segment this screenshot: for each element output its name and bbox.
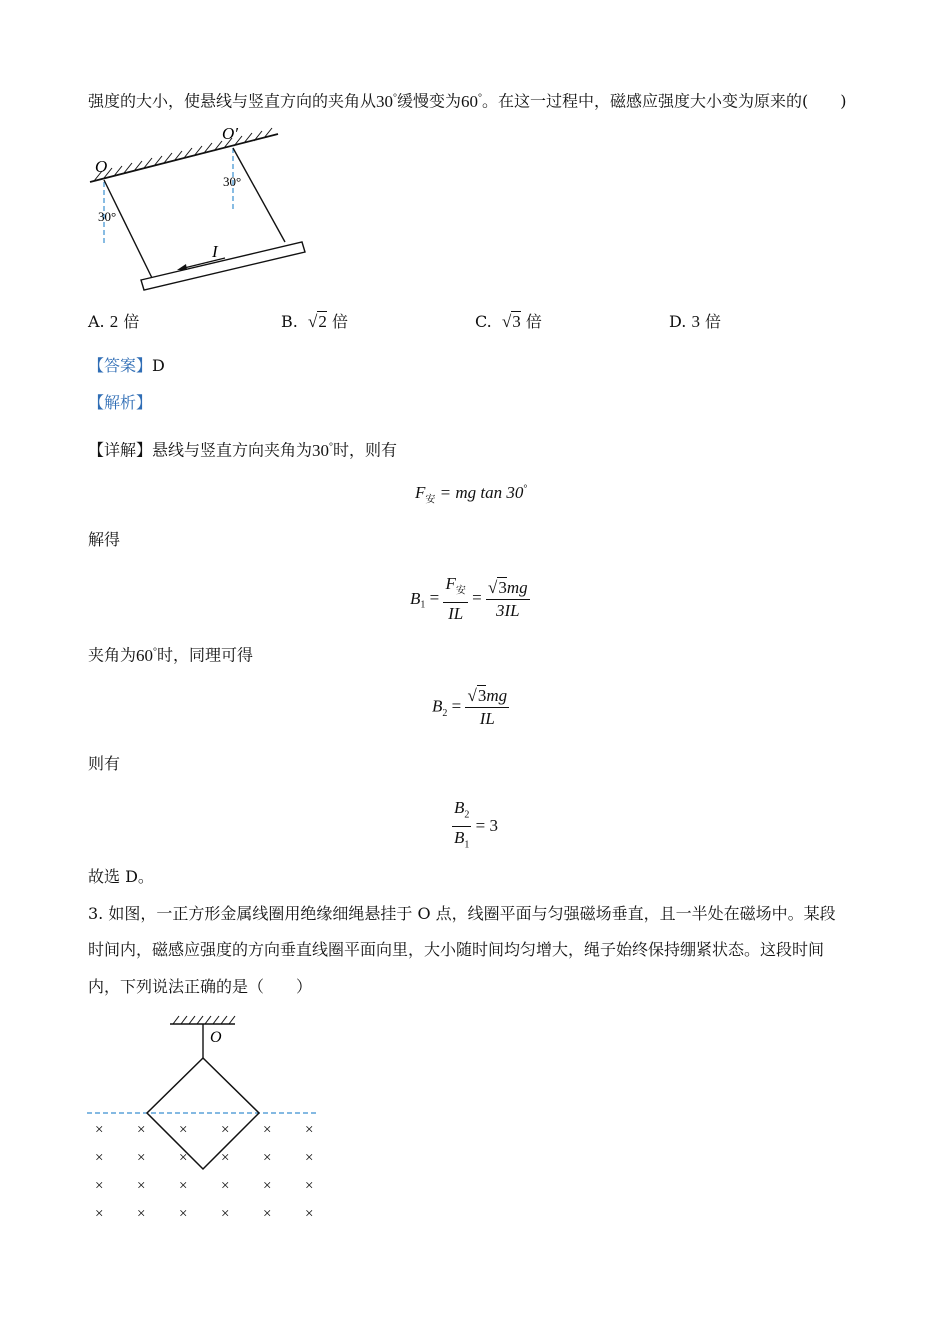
svg-text:×: × bbox=[137, 1122, 146, 1138]
svg-text:×: × bbox=[263, 1150, 272, 1166]
answer-tag: 【答案】 bbox=[88, 356, 153, 375]
option-a[interactable]: A. 2 倍 bbox=[88, 312, 140, 331]
equation-1: $F_安$ = mg tan 30° bbox=[415, 483, 528, 506]
current-arrowhead bbox=[177, 264, 187, 270]
option-c[interactable]: C. √3 倍 bbox=[475, 312, 542, 331]
angle60-line: 夹角为60°时，同理可得 bbox=[88, 645, 254, 665]
svg-text:×: × bbox=[137, 1178, 146, 1194]
svg-text:×: × bbox=[179, 1150, 188, 1166]
detail-line: 【详解】悬线与竖直方向夹角为30°时，则有 bbox=[88, 440, 398, 460]
angle-left-label: 30° bbox=[98, 209, 117, 224]
svg-text:×: × bbox=[95, 1178, 104, 1194]
svg-text:×: × bbox=[263, 1206, 272, 1222]
svg-text:×: × bbox=[305, 1206, 314, 1222]
q2-stem bbox=[88, 88, 847, 112]
point-O-prime-label: O′ bbox=[222, 124, 238, 143]
svg-text:×: × bbox=[221, 1206, 230, 1222]
thread-right bbox=[233, 148, 285, 242]
svg-text:×: × bbox=[179, 1122, 188, 1138]
q3-figure bbox=[85, 1010, 325, 1225]
svg-text:×: × bbox=[95, 1206, 104, 1222]
q2-stem-text-c: 。在这一过程中，磁感应强度大小变为原来的( ) bbox=[482, 91, 847, 111]
svg-text:×: × bbox=[305, 1122, 314, 1138]
svg-text:×: × bbox=[137, 1206, 146, 1222]
svg-text:×: × bbox=[221, 1178, 230, 1194]
svg-text:×: × bbox=[137, 1150, 146, 1166]
conducting-bar bbox=[141, 242, 305, 290]
svg-text:×: × bbox=[179, 1178, 188, 1194]
q2-figure bbox=[80, 120, 320, 300]
q2-stem-text-a: 强度的大小，使悬线与竖直方向的夹角从 bbox=[88, 91, 377, 111]
current-label: I bbox=[212, 242, 218, 261]
then-text: 则有 bbox=[88, 754, 121, 773]
svg-text:×: × bbox=[221, 1150, 230, 1166]
thread-left bbox=[104, 180, 153, 280]
q3-stem-line1: 3. 如图，一正方形金属线圈用绝缘细绳悬挂于 O 点，线圈平面与匀强磁场垂直，且一半处在磁场中。某段 bbox=[88, 904, 836, 923]
q2-angle-start: 30° bbox=[376, 91, 398, 111]
angle-right-label: 30° bbox=[223, 174, 242, 189]
svg-text:×: × bbox=[95, 1122, 104, 1138]
option-b[interactable]: B. √2 倍 bbox=[281, 312, 348, 331]
q3-point-O-label: O bbox=[210, 1029, 222, 1046]
q2-angle-end: 60° bbox=[461, 91, 483, 111]
svg-text:×: × bbox=[221, 1122, 230, 1138]
analysis-tag: 【解析】 bbox=[88, 393, 153, 412]
ceiling-hatch bbox=[94, 128, 272, 181]
svg-text:×: × bbox=[179, 1206, 188, 1222]
q3-stem-line3: 内，下列说法正确的是（ ） bbox=[88, 977, 313, 996]
solve-text: 解得 bbox=[88, 530, 121, 549]
conclusion: 故选 D。 bbox=[88, 867, 154, 886]
point-O-label: O bbox=[95, 157, 108, 176]
svg-text:×: × bbox=[263, 1178, 272, 1194]
equation-4: $\frac{B_2}{B_1}$ = 3 bbox=[454, 798, 498, 851]
q3-stem-line2: 时间内，磁感应强度的方向垂直线圈平面向里，大小随时间均匀增大，绳子始终保持绷紧状态。这段时间 bbox=[88, 940, 825, 959]
detail-tag: 【详解】 bbox=[88, 440, 153, 460]
svg-text:×: × bbox=[305, 1150, 314, 1166]
svg-text:×: × bbox=[263, 1122, 272, 1138]
magnetic-field-crosses bbox=[95, 1122, 313, 1222]
q3-ceiling-hatch bbox=[173, 1016, 235, 1024]
option-d[interactable]: D. 3 倍 bbox=[669, 312, 722, 331]
svg-text:×: × bbox=[305, 1178, 314, 1194]
equation-3: $B_2$ = $\frac{√3mg}{IL}$ bbox=[432, 686, 508, 728]
answer-line bbox=[88, 356, 165, 376]
equation-2: $B_1$ = $\frac{F_安}{IL}$ = $\frac{√3mg}{3IL}$ bbox=[410, 574, 528, 624]
detail-angle: 30° bbox=[312, 440, 334, 460]
q2-stem-text-b: 缓慢变为 bbox=[397, 91, 462, 111]
answer-value: D bbox=[152, 356, 165, 375]
svg-text:×: × bbox=[95, 1150, 104, 1166]
